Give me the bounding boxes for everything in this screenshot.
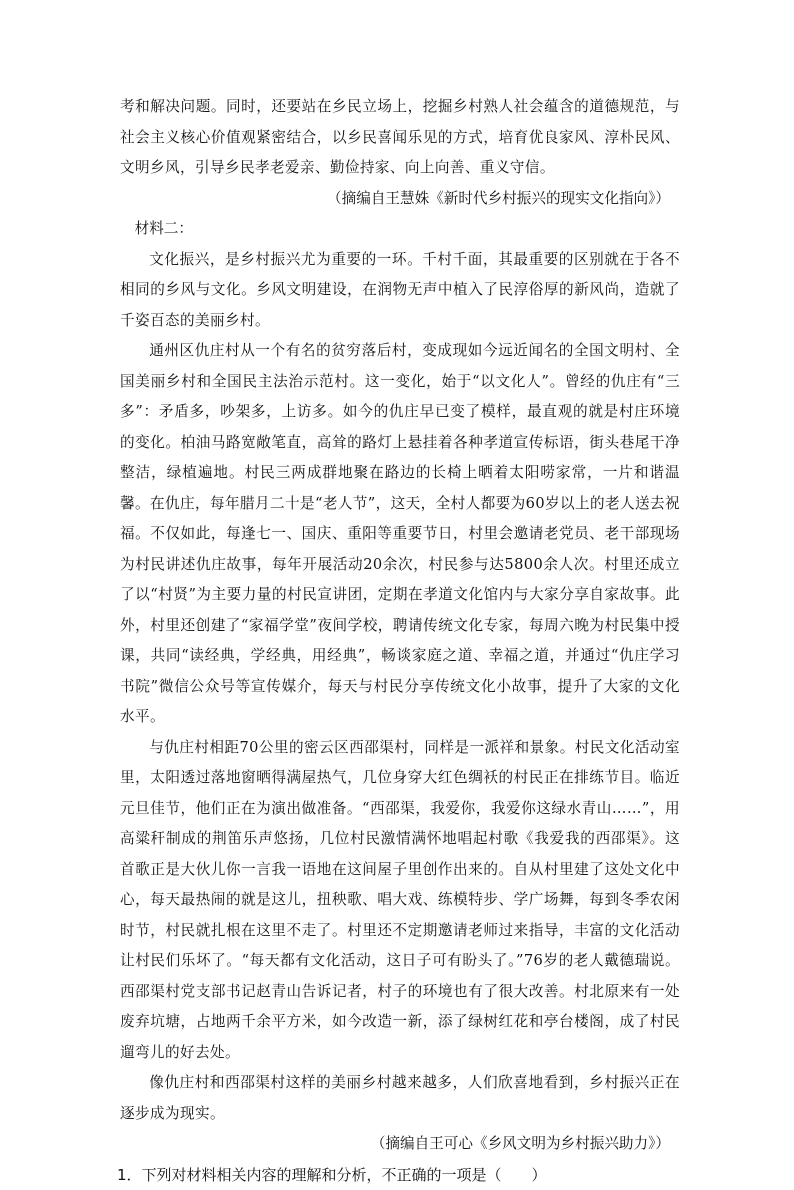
paragraph-5: 像仇庄村和西邵渠村这样的美丽乡村越来越多，人们欣喜地看到，乡村振兴正在逐步成为现实。 [120, 1074, 680, 1122]
paragraph-4: 与仇庄村相距70公里的密云区西邵渠村，同样是一派祥和景象。村民文化活动室里，太阳透过落地窗晒得满屋热气，几位身穿大红色绸袄的村民正在排练节目。临近元旦佳节，他们正在为演出做准备。“西邵渠，我爱你，我爱你这绿水青山……”，用高粱秆制成的荆笛乐声悠扬，几位村民激情满怀地唱起村歌《我爱我的西邵渠》。这首歌正是大伙儿你一言我一语地在这间屋子里创作出来的。自从村里建了这处文化中心，每天最热闹的就是这儿，扭秧歌、唱大戏、练模特步、学广场舞，每到冬季农闲时节，村民就扎根在这里不走了。村里还不定期邀请老师过来指导，丰富的文化活动让村民们乐坏了。“每天都有文化活动，这日子可有盼头了。”76岁的老人戴德瑞说。西邵渠村党支部书记赵青山告诉记者，村子的环境也有了很大改善。村北原来有一处废弃坑塘，占地两千余平方米，如今改造一新，添了绿树红花和亭台楼阁，成了村民遛弯儿的好去处。 [120, 738, 680, 1061]
article-body [117, 92, 680, 1190]
paragraph-3: 通州区仇庄村从一个有名的贫穷落后村，变成现如今远近闻名的全国文明村、全国美丽乡村和全国民主法治示范村。这一变化，始于“以文化人”。曾经的仇庄有“三多”：矛盾多，吵架多，上访多。如今的仇庄早已变了模样，最直观的就是村庄环境的变化。柏油马路宽敞笔直，高耸的路灯上悬挂着各种孝道宣传标语，街头巷尾干净整洁，绿植遍地。村民三两成群地聚在路边的长椅上晒着太阳唠家常，一片和谐温馨。在仇庄，每年腊月二十是“老人节”，这天，全村人都要为60岁以上的老人送去祝福。不仅如此，每逢七一、国庆、重阳等重要节日，村里会邀请老党员、老干部现场为村民讲述仇庄故事，每年开展活动20余次，村民参与达5800余人次。村里还成立了以“村贤”为主要力量的村民宣讲团，定期在孝道文化馆内与大家分享自家故事。此外，村里还创建了“家福学堂”夜间学校，聘请传统文化专家，每周六晚为村民集中授课，共同“读经典，学经典，用经典”，畅谈家庭之道、幸福之道，并通过“仇庄学习书院”微信公众号等宣传媒介，每天与村民分享传统文化小故事，提升了大家的文化水平。 [120, 342, 680, 725]
material-2-label: 材料二： [134, 220, 193, 237]
paragraph-1: 考和解决问题。同时，还要站在乡民立场上，挖掘乡村熟人社会蕴含的道德规范，与社会主义核心价值观紧密结合，以乡民喜闻乐见的方式，培育优良家风、淳朴民风、文明乡风，引导乡民孝老爱亲、勤俭持家、向上向善、重义守信。 [120, 98, 680, 176]
question-1: 1．下列对材料相关内容的理解和分析，不正确的一项是（ ） [117, 1165, 547, 1184]
paragraph-2: 文化振兴，是乡村振兴尤为重要的一环。千村千面，其最重要的区别就在于各不相同的乡风与文化。乡风文明建设，在润物无声中植入了民淳俗厚的新风尚，造就了千姿百态的美丽乡村。 [120, 250, 680, 329]
source-citation-1: （摘编自王慧姝《新时代乡村振兴的现实文化指向》） [327, 189, 670, 207]
source-citation-2: （摘编自王可心《乡风文明为乡村振兴助力》） [370, 1135, 670, 1152]
